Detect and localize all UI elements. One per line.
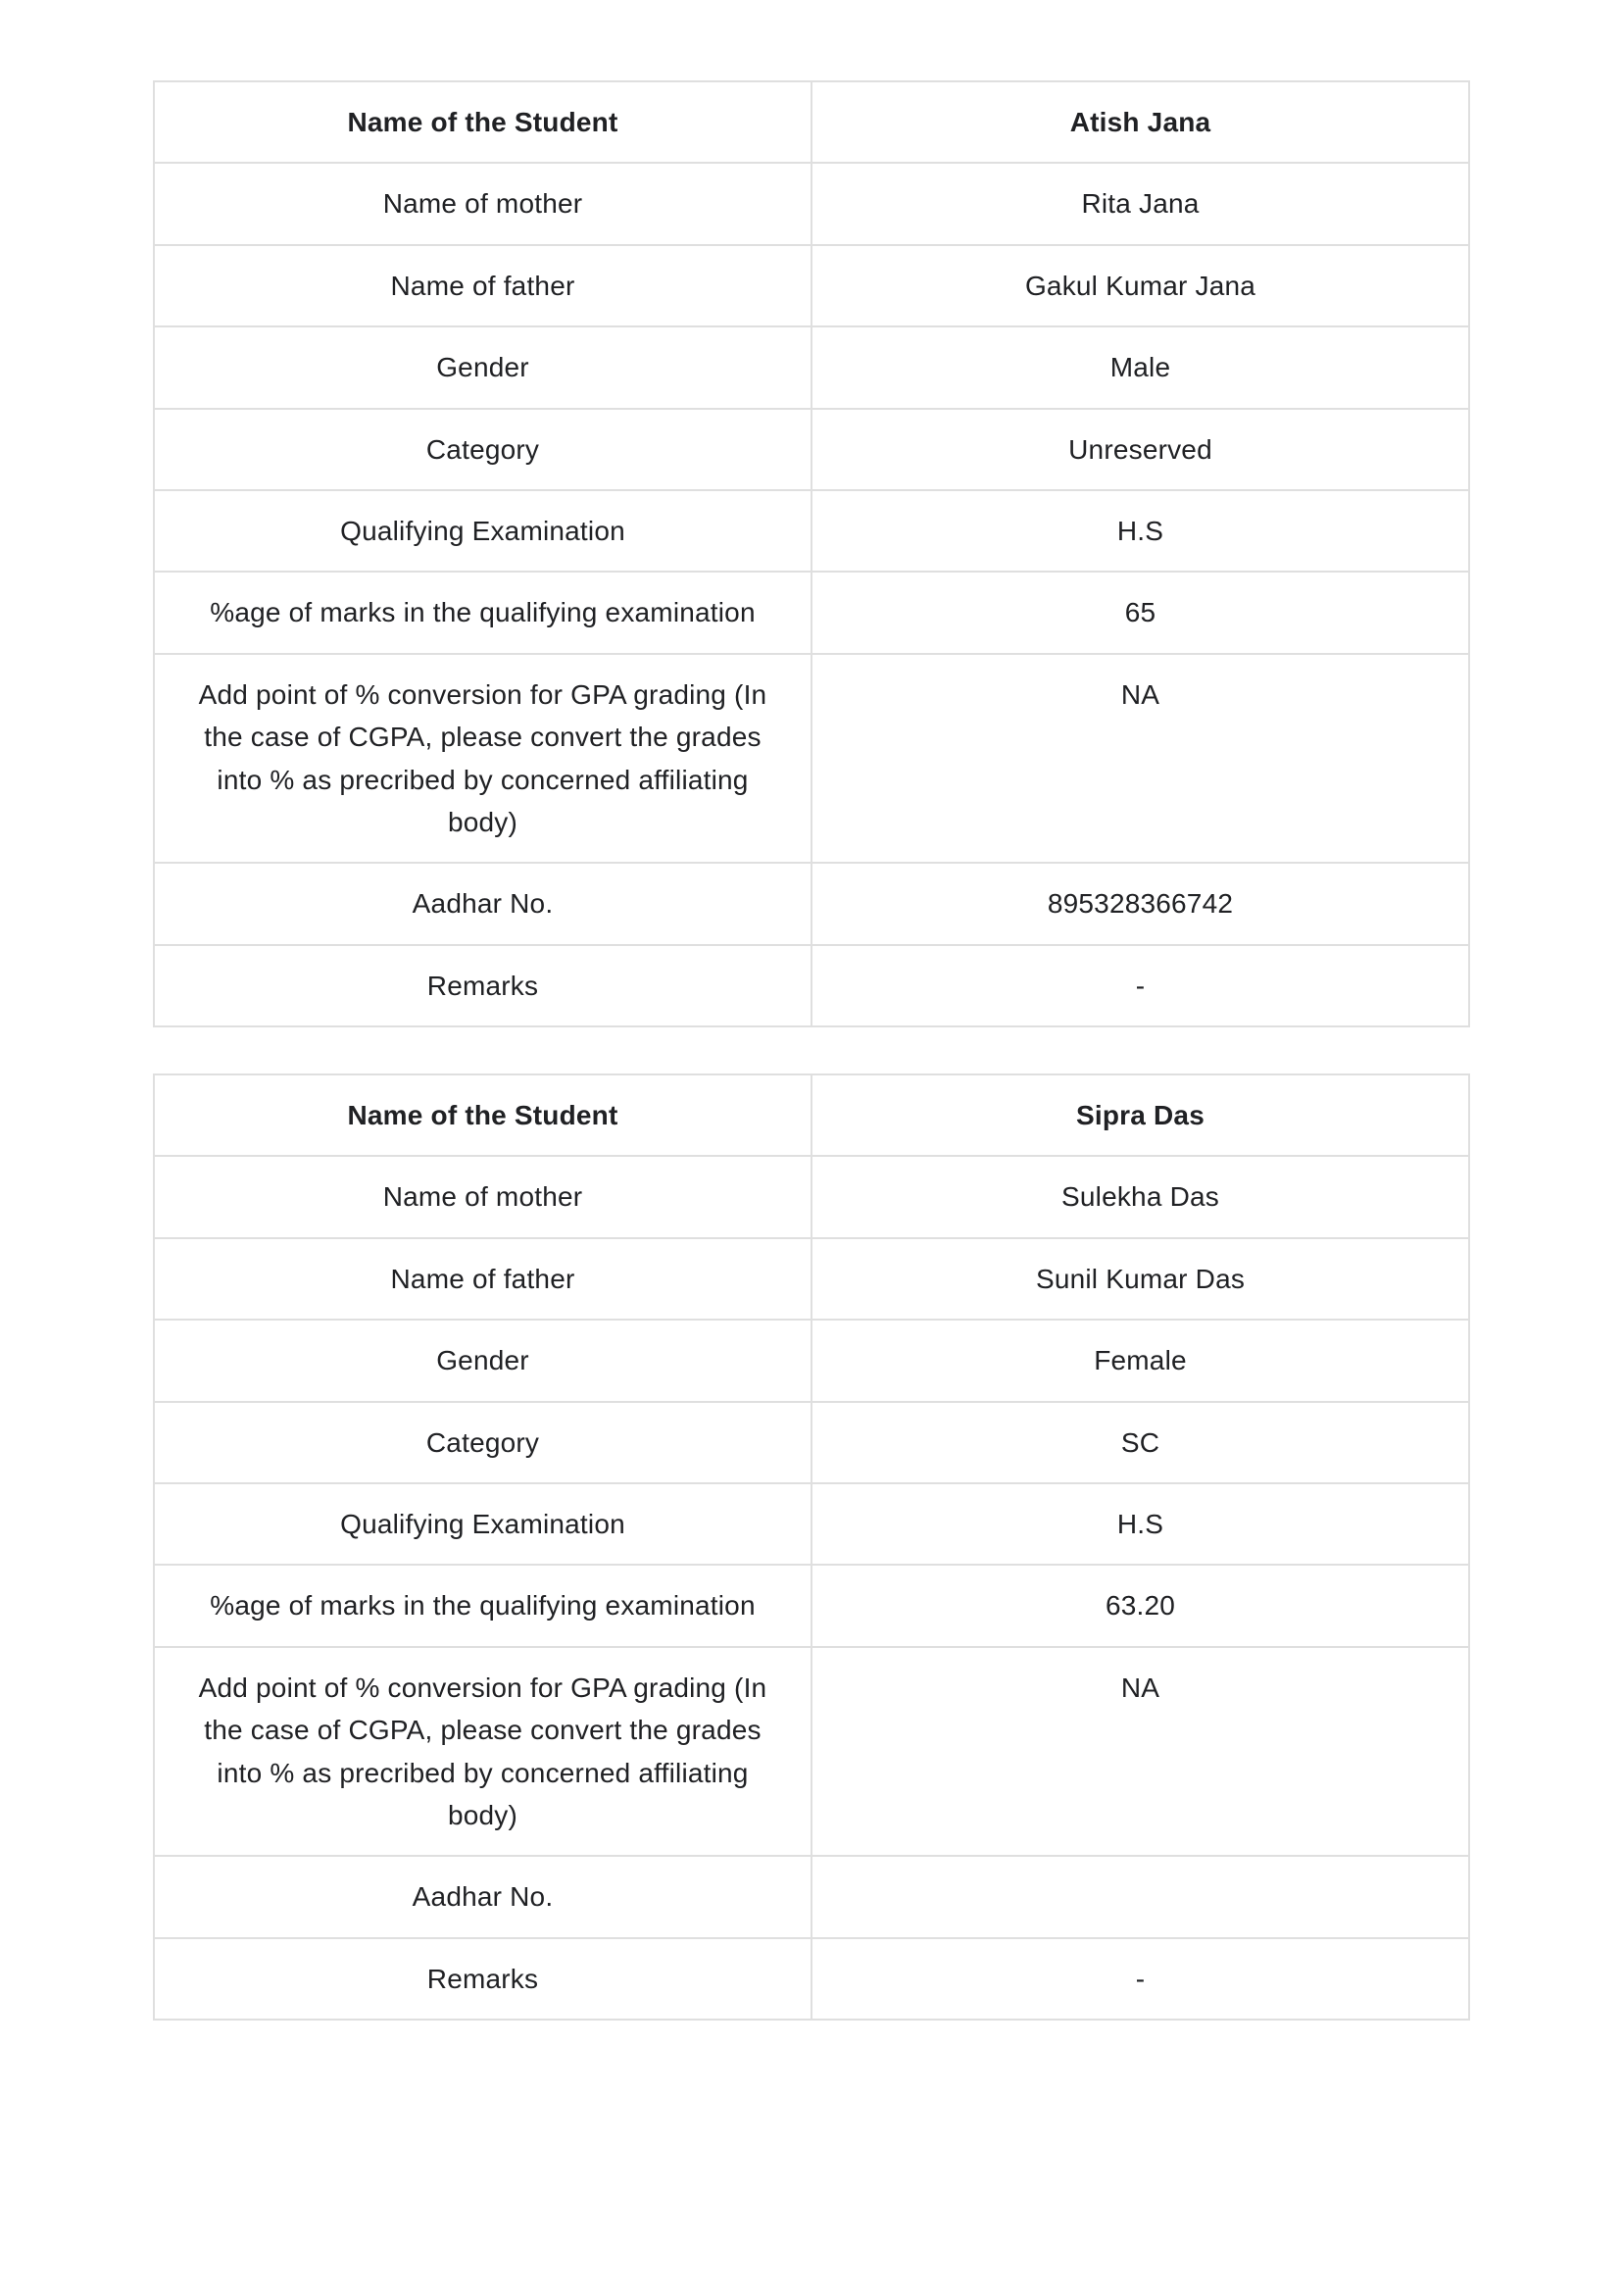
row-label-category: Category — [154, 409, 812, 490]
table-row — [154, 409, 1469, 490]
student-record-table-1 — [153, 80, 1470, 1027]
row-label-remarks: Remarks — [154, 1938, 812, 2020]
value-category: Unreserved — [812, 409, 1469, 490]
row-label-aadhar: Aadhar No. — [154, 863, 812, 944]
row-label-student-name: Name of the Student — [154, 1074, 812, 1156]
value-gender: Female — [812, 1320, 1469, 1401]
row-label-gender: Gender — [154, 1320, 812, 1401]
value-gender: Male — [812, 326, 1469, 408]
value-category: SC — [812, 1402, 1469, 1483]
table-row — [154, 490, 1469, 572]
value-qualifying-exam: H.S — [812, 490, 1469, 572]
table-row — [154, 654, 1469, 864]
value-father: Sunil Kumar Das — [812, 1238, 1469, 1320]
row-label-mother: Name of mother — [154, 1156, 812, 1237]
value-father: Gakul Kumar Jana — [812, 245, 1469, 326]
table-row — [154, 863, 1469, 944]
value-gpa-conversion: NA — [812, 1647, 1469, 1857]
table-row — [154, 163, 1469, 244]
row-label-father: Name of father — [154, 1238, 812, 1320]
table-row — [154, 945, 1469, 1026]
value-mother: Sulekha Das — [812, 1156, 1469, 1237]
row-label-marks-pct: %age of marks in the qualifying examination — [154, 1565, 812, 1646]
table-row — [154, 1238, 1469, 1320]
row-label-gender: Gender — [154, 326, 812, 408]
row-label-qualifying-exam: Qualifying Examination — [154, 490, 812, 572]
student-record-table-2 — [153, 1073, 1470, 2021]
row-label-aadhar: Aadhar No. — [154, 1856, 812, 1937]
table-row — [154, 326, 1469, 408]
table-row — [154, 1938, 1469, 2020]
table-row — [154, 245, 1469, 326]
value-aadhar — [812, 1856, 1469, 1937]
table-row — [154, 1565, 1469, 1646]
row-label-gpa-conversion: Add point of % conversion for GPA grading (In the case of CGPA, please convert the grades into % as precribed by concerned affiliating body) — [154, 654, 812, 864]
value-qualifying-exam: H.S — [812, 1483, 1469, 1565]
value-remarks: - — [812, 1938, 1469, 2020]
row-label-gpa-conversion: Add point of % conversion for GPA grading (In the case of CGPA, please convert the grades into % as precribed by concerned affiliating body) — [154, 1647, 812, 1857]
row-label-qualifying-exam: Qualifying Examination — [154, 1483, 812, 1565]
value-mother: Rita Jana — [812, 163, 1469, 244]
value-marks-pct: 65 — [812, 572, 1469, 653]
table-row — [154, 1647, 1469, 1857]
table-row — [154, 1402, 1469, 1483]
row-label-remarks: Remarks — [154, 945, 812, 1026]
row-label-mother: Name of mother — [154, 163, 812, 244]
row-label-marks-pct: %age of marks in the qualifying examination — [154, 572, 812, 653]
table-row — [154, 1856, 1469, 1937]
value-remarks: - — [812, 945, 1469, 1026]
table-row — [154, 572, 1469, 653]
value-gpa-conversion: NA — [812, 654, 1469, 864]
value-student-name: Sipra Das — [812, 1074, 1469, 1156]
value-student-name: Atish Jana — [812, 81, 1469, 163]
table-row — [154, 1074, 1469, 1156]
value-marks-pct: 63.20 — [812, 1565, 1469, 1646]
row-label-father: Name of father — [154, 245, 812, 326]
table-row — [154, 1156, 1469, 1237]
row-label-category: Category — [154, 1402, 812, 1483]
table-row — [154, 1483, 1469, 1565]
table-row — [154, 1320, 1469, 1401]
table-row — [154, 81, 1469, 163]
value-aadhar: 895328366742 — [812, 863, 1469, 944]
row-label-student-name: Name of the Student — [154, 81, 812, 163]
